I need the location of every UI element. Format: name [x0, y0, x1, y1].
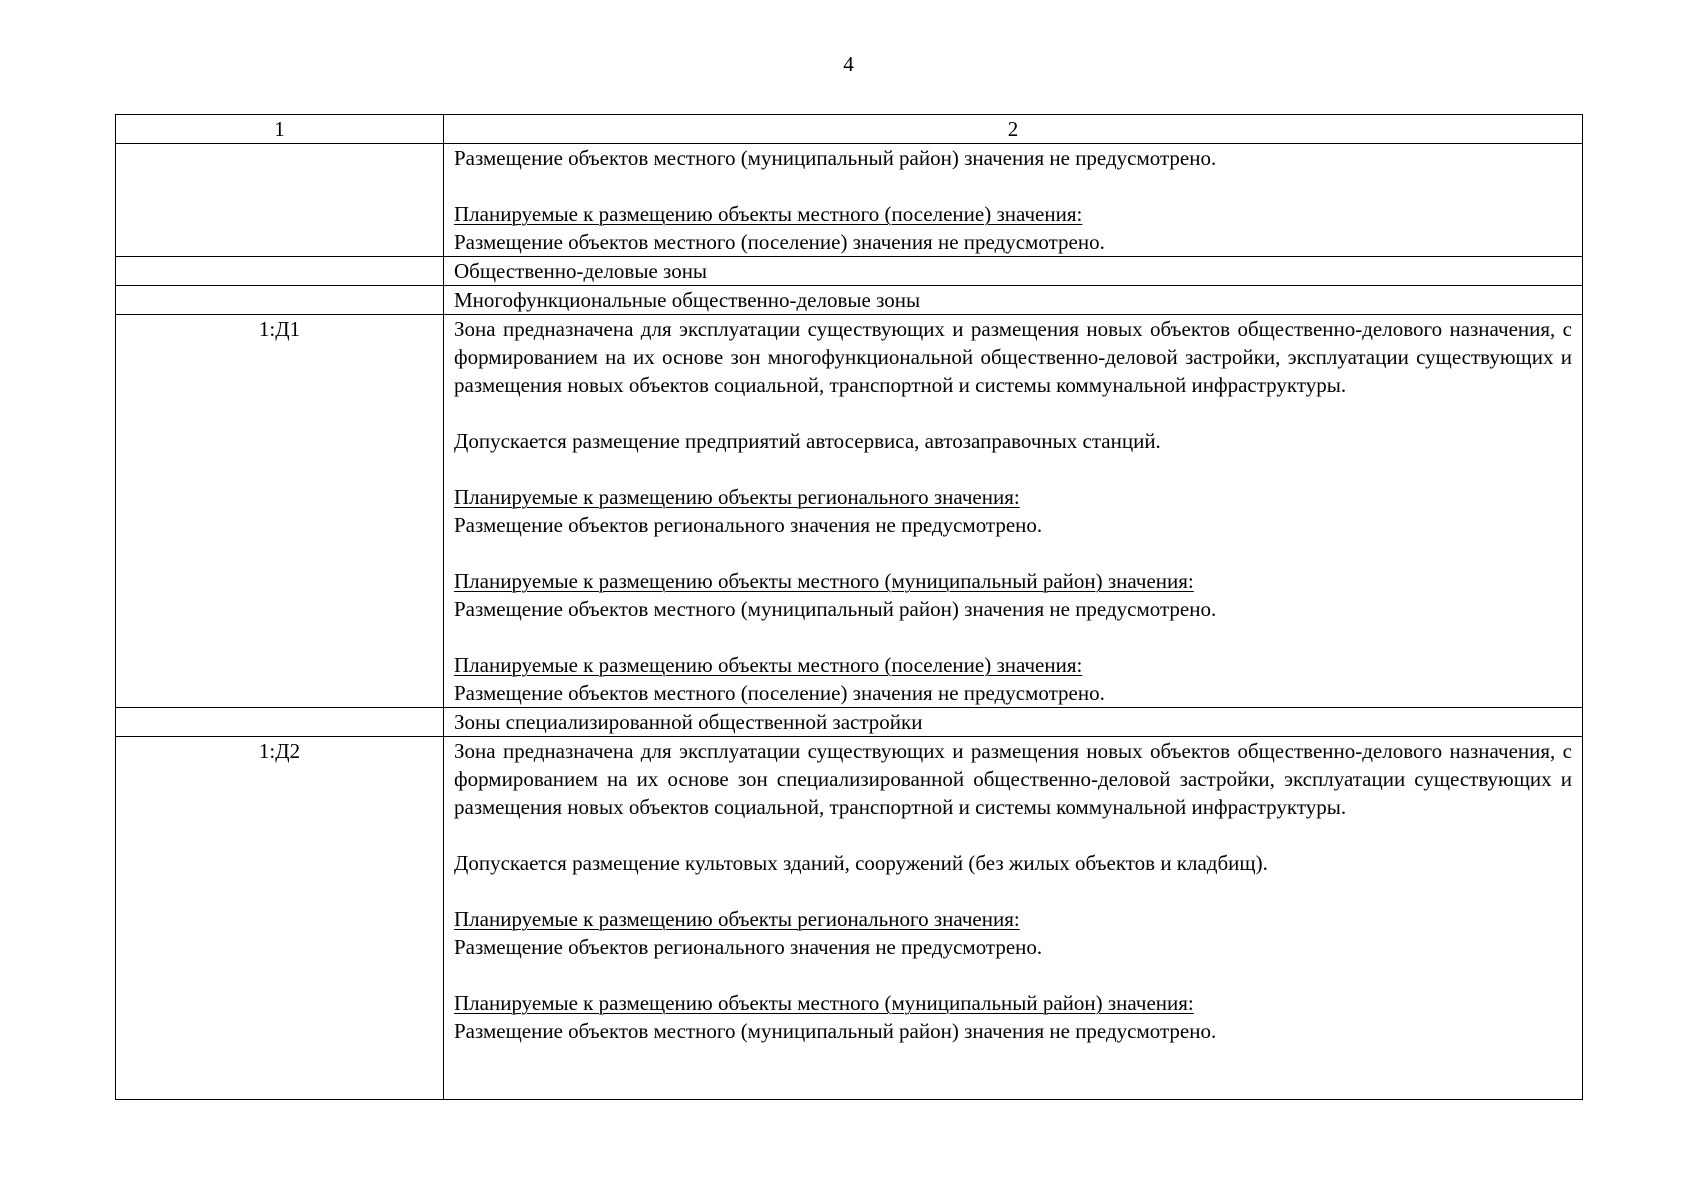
zone-code-cell [116, 257, 444, 286]
allowed-uses-text: Допускается размещение культовых зданий, сооружений (без жилых объектов и кладбищ). [454, 851, 1268, 875]
paragraph-gap [454, 172, 1572, 200]
zone-code-d1: 1:Д1 [116, 315, 444, 708]
section-heading-public-business: Общественно-деловые зоны [444, 257, 1583, 286]
municipal-text: Размещение объектов местного (муниципальный район) значения не предусмотрено. [454, 597, 1217, 621]
zone-code-d2: 1:Д2 [116, 737, 444, 1100]
subsection-heading-specialized: Зоны специализированной общественной застройки [444, 708, 1583, 737]
settlement-text: Размещение объектов местного (поселение) значения не предусмотрено. [454, 230, 1105, 254]
regional-heading: Планируемые к размещению объекты регионального значения: [454, 485, 1020, 509]
settlement-heading: Планируемые к размещению объекты местного (поселение) значения: [454, 653, 1083, 677]
table-row-zone-d1 [116, 315, 1583, 708]
zone-code-cell [116, 144, 444, 257]
zones-table [115, 114, 1583, 1100]
municipal-heading: Планируемые к размещению объекты местного (муниципальный район) значения: [454, 991, 1194, 1015]
paragraph-gap [454, 961, 1572, 989]
paragraph-gap [454, 821, 1572, 849]
allowed-uses-text: Допускается размещение предприятий автосервиса, автозаправочных станций. [454, 429, 1161, 453]
zone-code-cell [116, 708, 444, 737]
table-row-continuation [116, 144, 1583, 257]
paragraph-gap [454, 539, 1572, 567]
municipal-text: Размещение объектов местного (муниципальный район) значения не предусмотрено. [454, 1019, 1217, 1043]
regional-heading: Планируемые к размещению объекты регионального значения: [454, 907, 1020, 931]
paragraph-gap [454, 399, 1572, 427]
table-row-section-public [116, 257, 1583, 286]
regional-text: Размещение объектов регионального значения не предусмотрено. [454, 513, 1043, 537]
zone-purpose-text: Зона предназначена для эксплуатации существующих и размещения новых объектов общественно-делового назначения, с формированием на их основе зон многофункциональной общественно-деловой застройки, эксплуатации существующих и размещения новых объектов социальной, транспортной и системы коммунальной инфраструктуры. [454, 317, 1572, 397]
settlement-heading: Планируемые к размещению объекты местного (поселение) значения: [454, 202, 1083, 226]
zone-description-d2 [444, 737, 1583, 1100]
zone-description-cell [444, 144, 1583, 257]
municipal-text: Размещение объектов местного (муниципальный район) значения не предусмотрено. [454, 146, 1217, 170]
column-header-1: 1 [116, 115, 444, 144]
table-row-subsection-multifunctional [116, 286, 1583, 315]
table-header-row [116, 115, 1583, 144]
column-header-2: 2 [444, 115, 1583, 144]
paragraph-gap [454, 455, 1572, 483]
table-row-subsection-specialized [116, 708, 1583, 737]
table-row-zone-d2 [116, 737, 1583, 1100]
municipal-heading: Планируемые к размещению объекты местного (муниципальный район) значения: [454, 569, 1194, 593]
paragraph-gap [454, 623, 1572, 651]
settlement-text: Размещение объектов местного (поселение) значения не предусмотрено. [454, 681, 1105, 705]
paragraph-gap [454, 877, 1572, 905]
zone-purpose-text: Зона предназначена для эксплуатации существующих и размещения новых объектов общественно-делового назначения, с формированием на их основе зон специализированной общественно-деловой застройки, эксплуатации существующих и размещения новых объектов социальной, транспортной и системы коммунальной инфраструктуры. [454, 739, 1572, 819]
subsection-heading-multifunctional: Многофункциональные общественно-деловые зоны [444, 286, 1583, 315]
regional-text: Размещение объектов регионального значения не предусмотрено. [454, 935, 1043, 959]
zone-code-cell [116, 286, 444, 315]
page-number: 4 [843, 52, 854, 76]
zone-description-d1 [444, 315, 1583, 708]
